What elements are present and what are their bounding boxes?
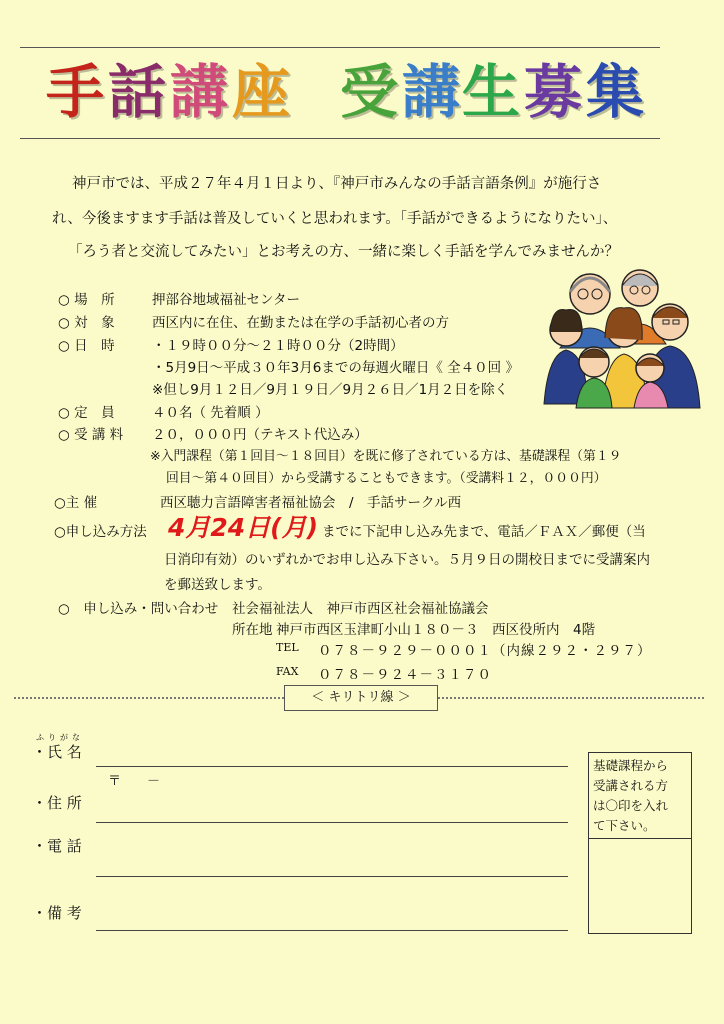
datetime-label: ○ 日 時 bbox=[58, 338, 115, 354]
datetime-line-3: ※但し9月１２日／9月１９日／9月２６日／1月２日を除く bbox=[152, 382, 509, 398]
title-char: 話 bbox=[108, 58, 167, 126]
host-value: 西区聴力言語障害者福祉協会 / 手話サークル西 bbox=[160, 495, 462, 511]
title-char: 手 bbox=[46, 58, 105, 126]
address-line[interactable] bbox=[96, 822, 568, 823]
intro-line-3: 「ろう者と交流してみたい」とお考えの方、一緒に楽しく手話を学んでみませんか？ bbox=[68, 244, 619, 260]
place-label: ○ 場 所 bbox=[58, 292, 115, 308]
contact-label: ○ 申し込み・問い合わせ bbox=[58, 601, 219, 617]
name-furigana: ふりがな bbox=[36, 733, 84, 742]
capacity-value: ４０名（ 先着順 ） bbox=[152, 405, 269, 421]
address-label-form: ・住 所 bbox=[32, 794, 82, 812]
capacity-label: ○ 定 員 bbox=[58, 405, 115, 421]
course-check-text bbox=[589, 753, 691, 839]
apply-label: ○申し込み方法 bbox=[54, 524, 147, 540]
title-char: 座 bbox=[232, 58, 291, 126]
datetime-line-2: ・5月9日～平成３０年3月6までの毎週火曜日《 全４０回 》 bbox=[152, 360, 519, 376]
phone-line[interactable] bbox=[96, 876, 568, 877]
course-check-text-2: 受講される方 bbox=[593, 778, 669, 793]
course-check-text-1: 基礎課程から bbox=[593, 758, 669, 773]
fee-note-2: 回目～第４０回目）から受講することもできます。（受講料１２，０００円） bbox=[166, 471, 607, 486]
fee-note-1: ※入門課程（第１回目～１８回目）を既に修了されている方は、基礎課程（第１９ bbox=[150, 449, 622, 464]
name-line[interactable] bbox=[96, 766, 568, 767]
postal-mark: 〒 － bbox=[108, 774, 161, 789]
remarks-label: ・備 考 bbox=[32, 904, 82, 922]
host-label: ○主 催 bbox=[54, 495, 98, 511]
tel-label: TEL bbox=[276, 641, 299, 654]
datetime-line-1: ・１９時００分～２１時００分（2時間） bbox=[152, 338, 404, 354]
title-char: 生 bbox=[462, 58, 521, 126]
fee-label: ○ 受 講 料 bbox=[58, 427, 124, 443]
phone-label: ・電 話 bbox=[32, 837, 82, 855]
title-char: 受 bbox=[340, 58, 399, 126]
apply-text-3: を郵送致します。 bbox=[164, 577, 271, 593]
title-char: 講 bbox=[170, 58, 229, 126]
remarks-line[interactable] bbox=[96, 930, 568, 931]
course-check-text-4: て下さい。 bbox=[593, 818, 656, 833]
fax-label: FAX bbox=[276, 665, 299, 678]
place-value: 押部谷地域福祉センター bbox=[152, 292, 300, 308]
course-check-box[interactable] bbox=[588, 752, 692, 934]
intro-line-1: 神戸市では、平成２７年４月１日より、『神戸市みんなの手話言語条例』が施行さ bbox=[72, 176, 602, 192]
apply-text-1: までに下記申し込み先まで、電話／ＦＡＸ／郵便（当 bbox=[322, 524, 646, 540]
title-char: 集 bbox=[586, 58, 645, 126]
target-label: ○ 対 象 bbox=[58, 315, 115, 331]
target-value: 西区内に在住、在勤または在学の手話初心者の方 bbox=[152, 315, 449, 331]
cut-line-label bbox=[284, 685, 438, 711]
address-label: 所在地 bbox=[232, 622, 273, 638]
apply-text-2: 日消印有効）のいずれかでお申し込み下さい。５月９日の開校日までに受講案内 bbox=[164, 552, 650, 568]
family-illustration bbox=[540, 258, 704, 410]
tel-value: ０７８－９２９－０００１（内線２９２・２９７） bbox=[318, 643, 652, 659]
intro-line-2: れ、今後ますます手話は普及していくと思われます。「手話ができるようになりたい」、 bbox=[52, 211, 618, 227]
contact-org: 社会福祉法人 神戸市西区社会福祉協議会 bbox=[232, 601, 489, 617]
page-title bbox=[0, 0, 724, 140]
title-char: 講 bbox=[402, 58, 461, 126]
address-value: 神戸市西区玉津町小山１８０－３ 西区役所内 4階 bbox=[276, 622, 596, 638]
fee-value: ２０，０００円（テキスト代込み） bbox=[152, 427, 368, 443]
cut-line-text: ＜ キリトリ線 ＞ bbox=[311, 690, 411, 705]
course-check-text-3: は〇印を入れ bbox=[593, 798, 669, 813]
title-char: 募 bbox=[524, 58, 583, 126]
apply-deadline: 4月24日(月) bbox=[168, 513, 319, 542]
name-label: ・氏 名 bbox=[32, 743, 82, 761]
fax-value: ０７８－９２４－３１７０ bbox=[318, 667, 492, 683]
